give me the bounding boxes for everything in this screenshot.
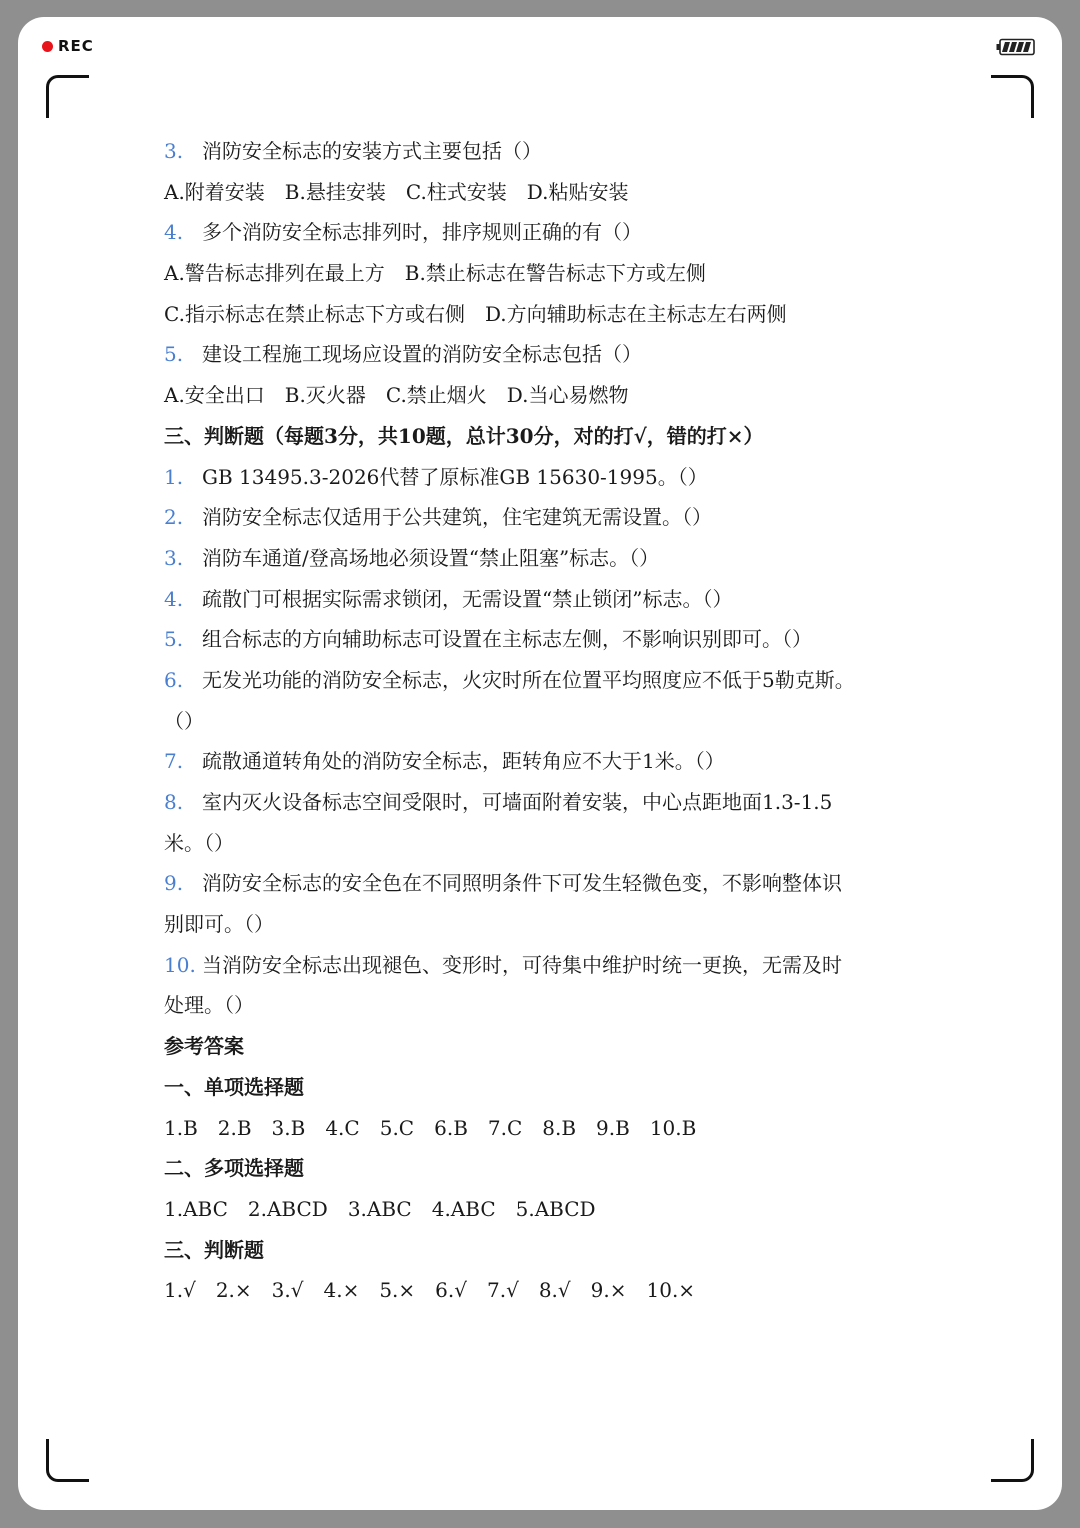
question-continuation: 别即可。（） bbox=[164, 912, 274, 937]
viewfinder-corner-top-right bbox=[991, 75, 1034, 118]
question bbox=[164, 538, 924, 579]
viewfinder-corner-top-left bbox=[46, 75, 89, 118]
question-options: A.警告标志排列在最上方 B.禁止标志在警告标志下方或左侧 bbox=[164, 261, 706, 286]
question-text: 当消防安全标志出现褪色、变形时，可待集中维护时统一更换，无需及时 bbox=[202, 952, 842, 977]
viewfinder-corner-bottom-left bbox=[46, 1439, 89, 1482]
question-text: 疏散通道转角处的消防安全标志，距转角应不大于1米。（） bbox=[202, 749, 725, 774]
question-number: 5. bbox=[164, 627, 184, 652]
question-number: 3. bbox=[164, 545, 184, 570]
question-number: 3. bbox=[164, 139, 184, 163]
question bbox=[164, 212, 924, 253]
rec-indicator bbox=[42, 37, 94, 55]
question-number: 10. bbox=[164, 952, 196, 977]
question bbox=[164, 863, 924, 904]
question-number: 8. bbox=[164, 790, 184, 814]
question-number: 2. bbox=[164, 505, 184, 530]
question bbox=[164, 457, 924, 498]
question-text: 疏散门可根据实际需求锁闭，无需设置“禁止锁闭”标志。（） bbox=[202, 586, 733, 611]
question-number: 9. bbox=[164, 871, 184, 896]
answers-multi: 1.ABC 2.ABCD 3.ABC 4.ABC 5.ABCD bbox=[164, 1196, 596, 1221]
question bbox=[164, 131, 924, 172]
question-continuation: （） bbox=[164, 708, 204, 733]
question-text: 建设工程施工现场应设置的消防安全标志包括（） bbox=[202, 342, 642, 367]
question-text: 消防车通道/登高场地必须设置“禁止阻塞”标志。（） bbox=[202, 545, 660, 570]
answers-tf-heading: 三、判断题 bbox=[164, 1237, 264, 1262]
question-continuation: 米。（） bbox=[164, 830, 234, 855]
question-number: 6. bbox=[164, 667, 184, 692]
answers-tf: 1.√ 2.× 3.√ 4.× 5.× 6.√ 7.√ 8.√ 9.× 10.× bbox=[164, 1278, 696, 1303]
question-options: A.安全出口 B.灭火器 C.禁止烟火 D.当心易燃物 bbox=[164, 383, 629, 408]
question bbox=[164, 497, 924, 538]
record-dot-icon bbox=[42, 41, 53, 52]
question bbox=[164, 579, 924, 620]
question-options: A.附着安装 B.悬挂安装 C.柱式安装 D.粘贴安装 bbox=[164, 179, 629, 204]
document-page bbox=[18, 17, 1062, 1510]
question-text: 多个消防安全标志排列时，排序规则正确的有（） bbox=[202, 220, 642, 245]
question-text: 室内灭火设备标志空间受限时，可墙面附着安装，中心点距地面1.3-1.5 bbox=[202, 790, 833, 814]
answers-title: 参考答案 bbox=[164, 1034, 244, 1059]
question-number: 7. bbox=[164, 749, 184, 774]
rec-label: REC bbox=[58, 37, 94, 55]
question-number: 1. bbox=[164, 464, 184, 489]
question-text: 消防安全标志的安全色在不同照明条件下可发生轻微色变，不影响整体识 bbox=[202, 871, 842, 896]
question-text: GB 13495.3-2026代替了原标准GB 15630-1995。（） bbox=[202, 464, 708, 489]
answers-multi-heading: 二、多项选择题 bbox=[164, 1156, 304, 1181]
question bbox=[164, 741, 924, 782]
viewfinder-corner-bottom-right bbox=[991, 1439, 1034, 1482]
answers-single-heading: 一、单项选择题 bbox=[164, 1074, 304, 1099]
question bbox=[164, 660, 924, 701]
question-number: 4. bbox=[164, 586, 184, 611]
question-number: 5. bbox=[164, 342, 184, 367]
question-continuation: 处理。（） bbox=[164, 993, 254, 1018]
question-text: 消防安全标志的安装方式主要包括（） bbox=[202, 139, 542, 163]
question-options: C.指示标志在禁止标志下方或右侧 D.方向辅助标志在主标志左右两侧 bbox=[164, 301, 787, 326]
question bbox=[164, 945, 924, 986]
question-text: 消防安全标志仅适用于公共建筑，住宅建筑无需设置。（） bbox=[202, 505, 712, 530]
question bbox=[164, 334, 924, 375]
question-number: 4. bbox=[164, 220, 184, 245]
document-body bbox=[164, 131, 924, 1311]
section-heading-true-false: 三、判断题（每题3分，共10题，总计30分，对的打√，错的打×） bbox=[164, 423, 764, 448]
answers-single: 1.B 2.B 3.B 4.C 5.C 6.B 7.C 8.B 9.B 10.B bbox=[164, 1115, 697, 1140]
question bbox=[164, 782, 924, 823]
battery-icon bbox=[996, 38, 1036, 56]
question bbox=[164, 619, 924, 660]
question-text: 组合标志的方向辅助标志可设置在主标志左侧，不影响识别即可。（） bbox=[202, 627, 812, 652]
question-text: 无发光功能的消防安全标志，火灾时所在位置平均照度应不低于5勒克斯。 bbox=[202, 667, 855, 692]
